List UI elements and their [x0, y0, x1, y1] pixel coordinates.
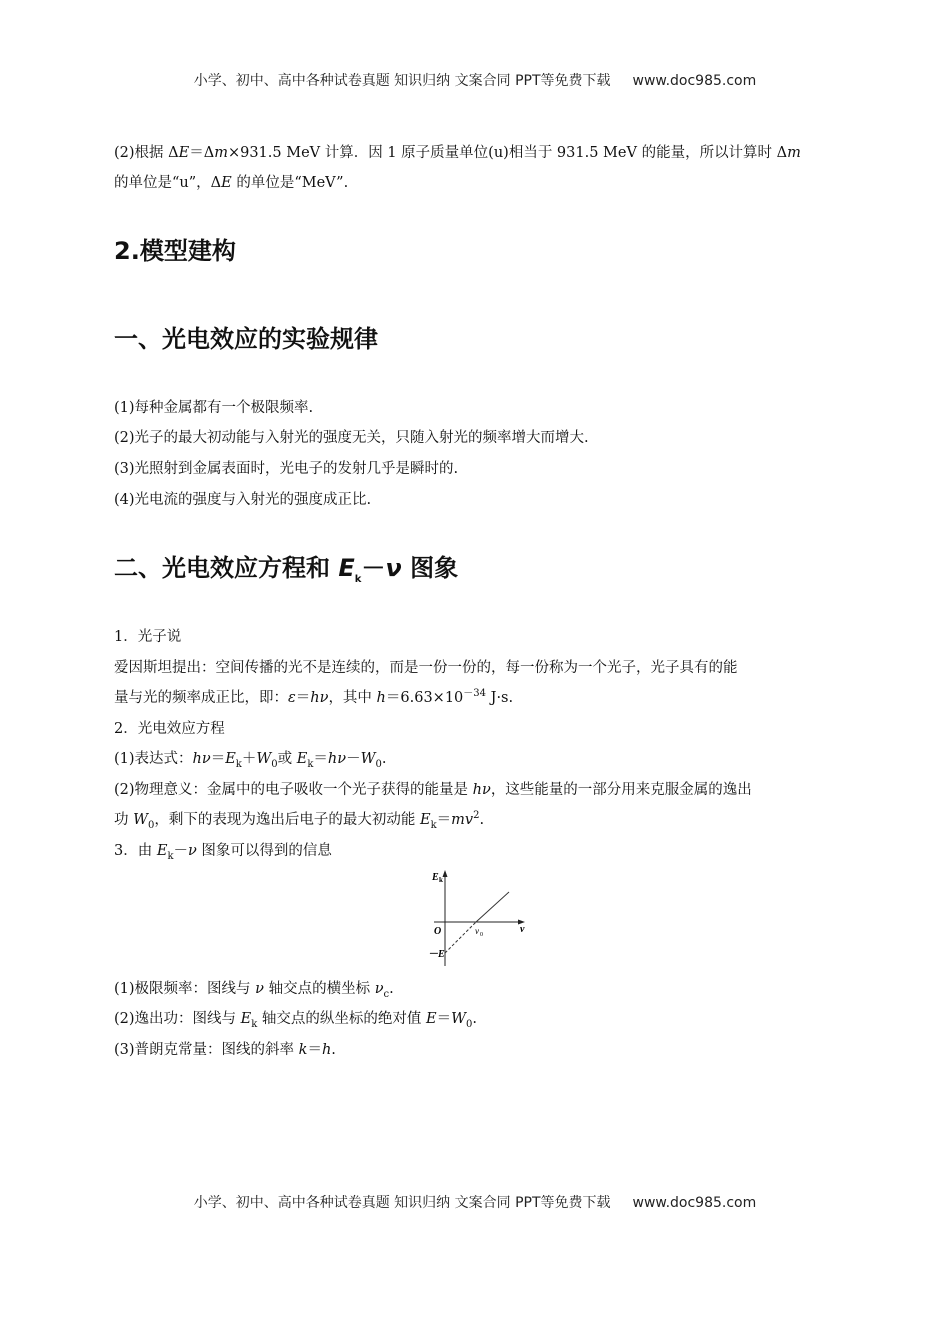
heading-section-1: 一、光电效应的实验规律: [114, 325, 378, 353]
header-url[interactable]: www.doc985.com: [632, 73, 757, 89]
ek-line-solid: [476, 892, 509, 922]
heading-model: 2.模型建构: [114, 237, 236, 265]
origin-label: O: [434, 926, 442, 937]
footer-text: 小学、初中、高中各种试卷真题 知识归纳 文案合同 PPT等免费下载: [193, 1195, 611, 1211]
y-axis-arrow: [443, 870, 448, 877]
page-header: [0, 70, 950, 90]
intro-line-1: (2)根据 ΔE＝Δm×931.5 MeV 计算．因 1 原子质量单位(u)相当于 931.5 MeV 的能量，所以计算时 Δm: [114, 145, 801, 161]
x-axis-label: ν: [520, 924, 525, 935]
neg-e-label: －E: [428, 949, 445, 960]
equation-meaning-2: 功 $W_0$，剩下的表现为逸出后电子的最大初动能 $E_k=mv^2$.: [114, 810, 485, 831]
page-footer: [0, 1192, 950, 1212]
heading-section-2: 二、光电效应方程和 $E_k-\nu$ 图象: [114, 554, 459, 585]
photon-line-2: 量与光的频率成正比，即：ε＝hν，其中 $h=6.63\times 10^{-34}$ J·s.: [114, 688, 514, 706]
graph-info-3: (3)普朗克常量：图线的斜率 k＝h.: [114, 1042, 336, 1058]
photon-line-1: 爱因斯坦提出：空间传播的光不是连续的，而是一份一份的，每一份称为一个光子，光子具有的能: [114, 660, 738, 676]
graph-info-2: (2)逸出功：图线与 $E_k$ 轴交点的纵坐标的绝对值 $E=W_0$.: [114, 1011, 478, 1030]
nu0-label-sub: 0: [480, 932, 483, 938]
photon-title: 1．光子说: [114, 629, 182, 645]
footer-url[interactable]: www.doc985.com: [632, 1195, 757, 1211]
ek-line-dashed: [445, 922, 476, 953]
equation-expression: (1)表达式：$h\nu=E_k+W_0$或 $E_k=h\nu-W_0$.: [114, 751, 387, 770]
graph-info-title: 3．由 $E_k-\nu$ 图象可以得到的信息: [114, 843, 332, 862]
nu0-label: ν: [475, 926, 479, 936]
intro-line-2: 的单位是“u”，ΔE 的单位是“MeV”.: [114, 175, 349, 191]
graph-info-1: (1)极限频率：图线与 ν 轴交点的横坐标 $\nu_c$.: [114, 981, 394, 1000]
y-axis-label-sub: k: [439, 876, 443, 884]
sec1-item-3: (3)光照射到金属表面时，光电子的发射几乎是瞬时的.: [114, 461, 459, 477]
equation-title: 2．光电效应方程: [114, 721, 225, 737]
header-text: 小学、初中、高中各种试卷真题 知识归纳 文案合同 PPT等免费下载: [193, 73, 611, 89]
ek-nu-graph: [424, 868, 528, 968]
sec1-item-4: (4)光电流的强度与入射光的强度成正比.: [114, 492, 372, 508]
sec1-item-2: (2)光子的最大初动能与入射光的强度无关，只随入射光的频率增大而增大.: [114, 430, 589, 446]
equation-meaning-1: (2)物理意义：金属中的电子吸收一个光子获得的能量是 hν，这些能量的一部分用来克服金属的逸出: [114, 782, 752, 798]
sec1-item-1: (1)每种金属都有一个极限频率.: [114, 400, 314, 416]
y-axis-label: E: [432, 872, 439, 883]
